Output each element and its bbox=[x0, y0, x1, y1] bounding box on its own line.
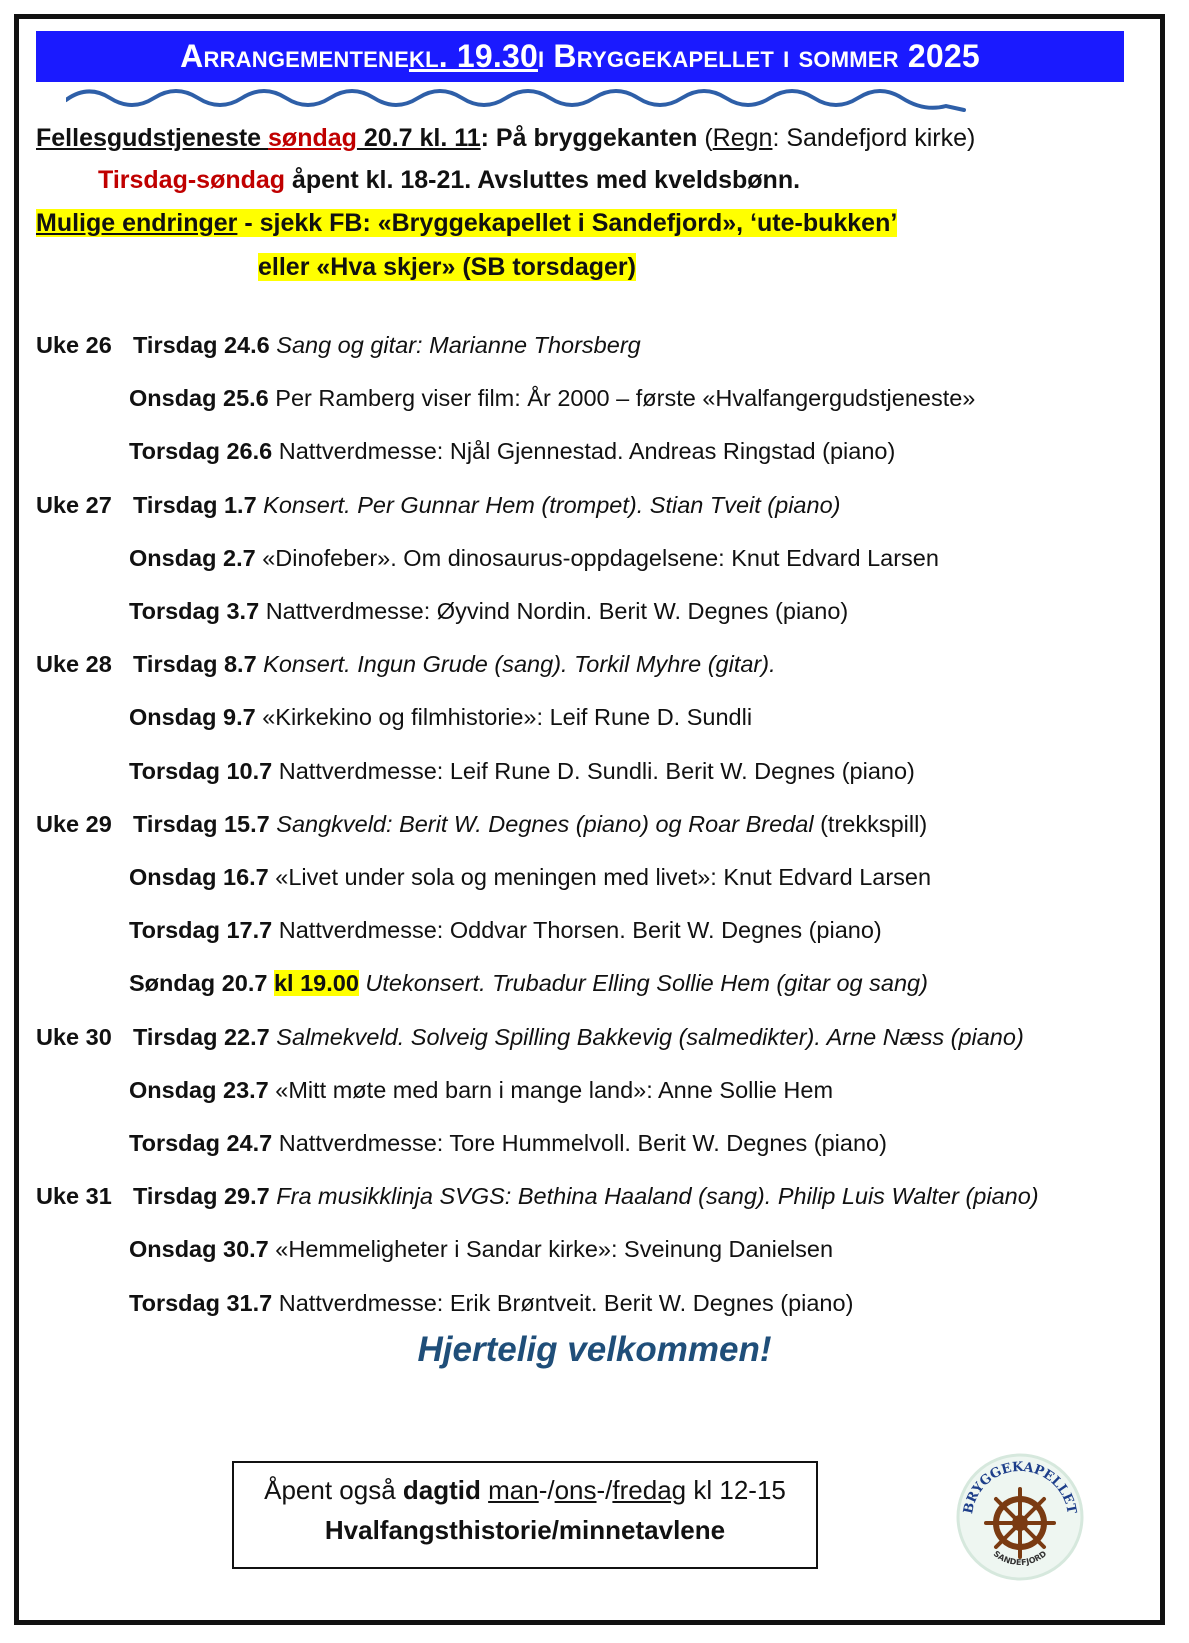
week-label: Uke 28 bbox=[36, 651, 112, 678]
event-line bbox=[129, 1128, 887, 1158]
paren-open: ( bbox=[697, 124, 713, 152]
daytime-word: dagtid bbox=[402, 1475, 481, 1505]
title-part-1: Arrangementene bbox=[180, 38, 409, 74]
event-description: Nattverdmesse: Tore Hummelvoll. Berit W. Degnes (piano) bbox=[272, 1130, 887, 1156]
sep-1: -/ bbox=[538, 1475, 555, 1505]
event-description: Konsert. Ingun Grude (sang). Torkil Myhre (gitar). bbox=[256, 651, 776, 678]
event-date: Søndag 20.7 bbox=[129, 970, 268, 997]
bryggekapellet-logo bbox=[950, 1445, 1090, 1585]
event-line bbox=[129, 915, 882, 945]
ship-wheel-icon bbox=[986, 1489, 1054, 1557]
event-line bbox=[133, 490, 840, 520]
event-description: Sang og gitar: Marianne Thorsberg bbox=[269, 332, 641, 358]
event-line bbox=[129, 756, 915, 786]
exhibit-line: Hvalfangsthistorie/minnetavlene bbox=[324, 1515, 726, 1545]
day-wed: ons bbox=[554, 1475, 597, 1505]
sep-2: -/ bbox=[596, 1475, 613, 1505]
event-description: Per Ramberg viser film: År 2000 – første «Hvalfangergudstjeneste» bbox=[268, 385, 976, 412]
event-line bbox=[133, 649, 776, 679]
schedule-row bbox=[36, 702, 1156, 732]
week-label: Uke 30 bbox=[36, 1023, 112, 1050]
event-description: «Hemmeligheter i Sandar kirke»: Sveinung Danielsen bbox=[268, 1236, 834, 1263]
service-place: : På bryggekanten bbox=[480, 124, 698, 152]
event-date: Torsdag 10.7 bbox=[129, 757, 273, 784]
schedule-row bbox=[36, 1075, 1156, 1105]
schedule-row bbox=[36, 490, 1156, 520]
changes-label: Mulige endringer bbox=[36, 209, 238, 237]
opening-days: Tirsdag-søndag bbox=[98, 166, 286, 194]
schedule-row bbox=[36, 1234, 1156, 1264]
event-date: Onsdag 16.7 bbox=[129, 864, 269, 890]
schedule-row bbox=[36, 383, 1156, 413]
daytime-prefix: Åpent også bbox=[264, 1475, 403, 1505]
event-description-extra: (trekkspill) bbox=[813, 810, 928, 837]
event-date: Tirsdag 1.7 bbox=[133, 491, 257, 518]
schedule-row bbox=[36, 1128, 1156, 1158]
event-date: Tirsdag 22.7 bbox=[133, 1023, 270, 1050]
day-mon: man bbox=[488, 1475, 539, 1505]
week-label: Uke 31 bbox=[36, 1183, 112, 1210]
schedule-row bbox=[36, 1022, 1156, 1052]
schedule-row bbox=[36, 915, 1156, 945]
event-description: Sangkveld: Berit W. Degnes (piano) og Roar Bredal bbox=[269, 810, 814, 837]
event-line bbox=[129, 1234, 833, 1264]
event-description: Utekonsert. Trubadur Elling Sollie Hem (gitar og sang) bbox=[358, 970, 928, 997]
event-date: Tirsdag 15.7 bbox=[133, 810, 270, 837]
week-label: Uke 27 bbox=[36, 491, 112, 518]
event-line bbox=[129, 862, 931, 892]
schedule-row bbox=[36, 809, 1156, 839]
service-label: Fellesgudstjeneste bbox=[36, 124, 269, 152]
schedule-row bbox=[36, 330, 1156, 360]
schedule-row bbox=[36, 649, 1156, 679]
event-description: Konsert. Per Gunnar Hem (trompet). Stian Tveit (piano) bbox=[256, 491, 841, 518]
event-line bbox=[133, 330, 641, 360]
page-title bbox=[36, 31, 1124, 82]
event-date: Torsdag 17.7 bbox=[129, 917, 273, 944]
schedule-row bbox=[36, 1181, 1156, 1211]
event-date: Onsdag 9.7 bbox=[129, 704, 256, 731]
event-date: Tirsdag 29.7 bbox=[133, 1183, 270, 1210]
event-line bbox=[129, 1075, 833, 1105]
daytime-line bbox=[234, 1475, 816, 1506]
intro-line-changes-2 bbox=[258, 253, 636, 282]
event-date: Onsdag 23.7 bbox=[129, 1076, 269, 1103]
schedule-row bbox=[36, 543, 1156, 573]
event-date: Onsdag 30.7 bbox=[129, 1236, 269, 1263]
event-description: Salmekveld. Solveig Spilling Bakkevig (salmedikter). Arne Næss (piano) bbox=[269, 1023, 1024, 1050]
event-date: Torsdag 31.7 bbox=[129, 1289, 273, 1316]
welcome-text: Hjertelig velkommen! bbox=[417, 1330, 772, 1369]
event-line bbox=[129, 968, 928, 998]
svg-text:BRYGGEKAPELLET: BRYGGEKAPELLET bbox=[961, 1459, 1079, 1516]
svg-text:SANDEFJORD: SANDEFJORD bbox=[991, 1549, 1049, 1568]
event-description: «Kirkekino og filmhistorie»: Leif Rune D. Sundli bbox=[255, 704, 753, 731]
event-description: «Livet under sola og meningen med livet»: Knut Edvard Larsen bbox=[268, 864, 932, 890]
event-date: Torsdag 3.7 bbox=[129, 598, 260, 624]
event-description: «Mitt møte med barn i mange land»: Anne Sollie Hem bbox=[268, 1076, 834, 1103]
week-label: Uke 29 bbox=[36, 810, 112, 837]
daytime-hours: kl 12-15 bbox=[686, 1475, 786, 1505]
schedule-row bbox=[36, 968, 1156, 998]
rain-label: Regn bbox=[712, 124, 773, 152]
daytime-info-box bbox=[232, 1461, 818, 1569]
event-date: Torsdag 24.7 bbox=[129, 1130, 273, 1156]
event-description: Nattverdmesse: Erik Brøntveit. Berit W. Degnes (piano) bbox=[272, 1289, 854, 1316]
title-time: kl. 19.30 bbox=[408, 38, 538, 74]
title-part-3: i Bryggekapellet i sommer 2025 bbox=[537, 38, 980, 74]
event-description: Nattverdmesse: Oddvar Thorsen. Berit W. Degnes (piano) bbox=[272, 917, 882, 944]
event-line bbox=[133, 1181, 1039, 1211]
event-date: Onsdag 25.6 bbox=[129, 385, 269, 412]
event-line bbox=[129, 383, 975, 413]
changes-info: - sjekk FB: «Bryggekapellet i Sandefjord», ‘ute-bukken’ bbox=[237, 209, 898, 237]
event-line bbox=[133, 809, 927, 839]
event-line bbox=[129, 543, 939, 573]
service-day: søndag bbox=[268, 124, 357, 152]
event-time-highlight: kl 19.00 bbox=[273, 970, 359, 997]
event-date: Tirsdag 8.7 bbox=[133, 651, 257, 678]
event-date: Torsdag 26.6 bbox=[129, 438, 273, 465]
intro-line-changes bbox=[36, 209, 897, 238]
schedule-row bbox=[36, 756, 1156, 786]
event-line bbox=[133, 1022, 1024, 1052]
schedule-row bbox=[36, 436, 1156, 466]
wave-decoration bbox=[66, 84, 966, 118]
intro-line-service bbox=[36, 124, 975, 153]
event-line bbox=[129, 596, 848, 626]
service-time: 20.7 kl. 11 bbox=[356, 124, 481, 152]
week-label: Uke 26 bbox=[36, 332, 112, 358]
changes-info-2: eller «Hva skjer» (SB torsdager) bbox=[258, 253, 636, 281]
event-description: Nattverdmesse: Njål Gjennestad. Andreas Ringstad (piano) bbox=[272, 438, 896, 465]
event-description: Nattverdmesse: Øyvind Nordin. Berit W. Degnes (piano) bbox=[259, 598, 849, 624]
day-fri: fredag bbox=[612, 1475, 687, 1505]
event-line bbox=[129, 1288, 853, 1318]
schedule-row bbox=[36, 1288, 1156, 1318]
event-line bbox=[129, 702, 752, 732]
opening-hours: åpent kl. 18-21. Avsluttes med kveldsbønn. bbox=[285, 166, 801, 194]
event-date: Onsdag 2.7 bbox=[129, 544, 256, 571]
event-date: Tirsdag 24.6 bbox=[133, 332, 270, 358]
schedule-row bbox=[36, 862, 1156, 892]
event-description: Nattverdmesse: Leif Rune D. Sundli. Berit W. Degnes (piano) bbox=[272, 757, 915, 784]
schedule-row bbox=[36, 596, 1156, 626]
event-line bbox=[129, 436, 895, 466]
intro-line-opening bbox=[98, 166, 800, 195]
event-description: Fra musikklinja SVGS: Bethina Haaland (sang). Philip Luis Walter (piano) bbox=[269, 1183, 1039, 1210]
event-description: «Dinofeber». Om dinosaurus-oppdagelsene: Knut Edvard Larsen bbox=[255, 544, 939, 571]
rain-alternative: : Sandefjord kirke) bbox=[772, 124, 976, 152]
